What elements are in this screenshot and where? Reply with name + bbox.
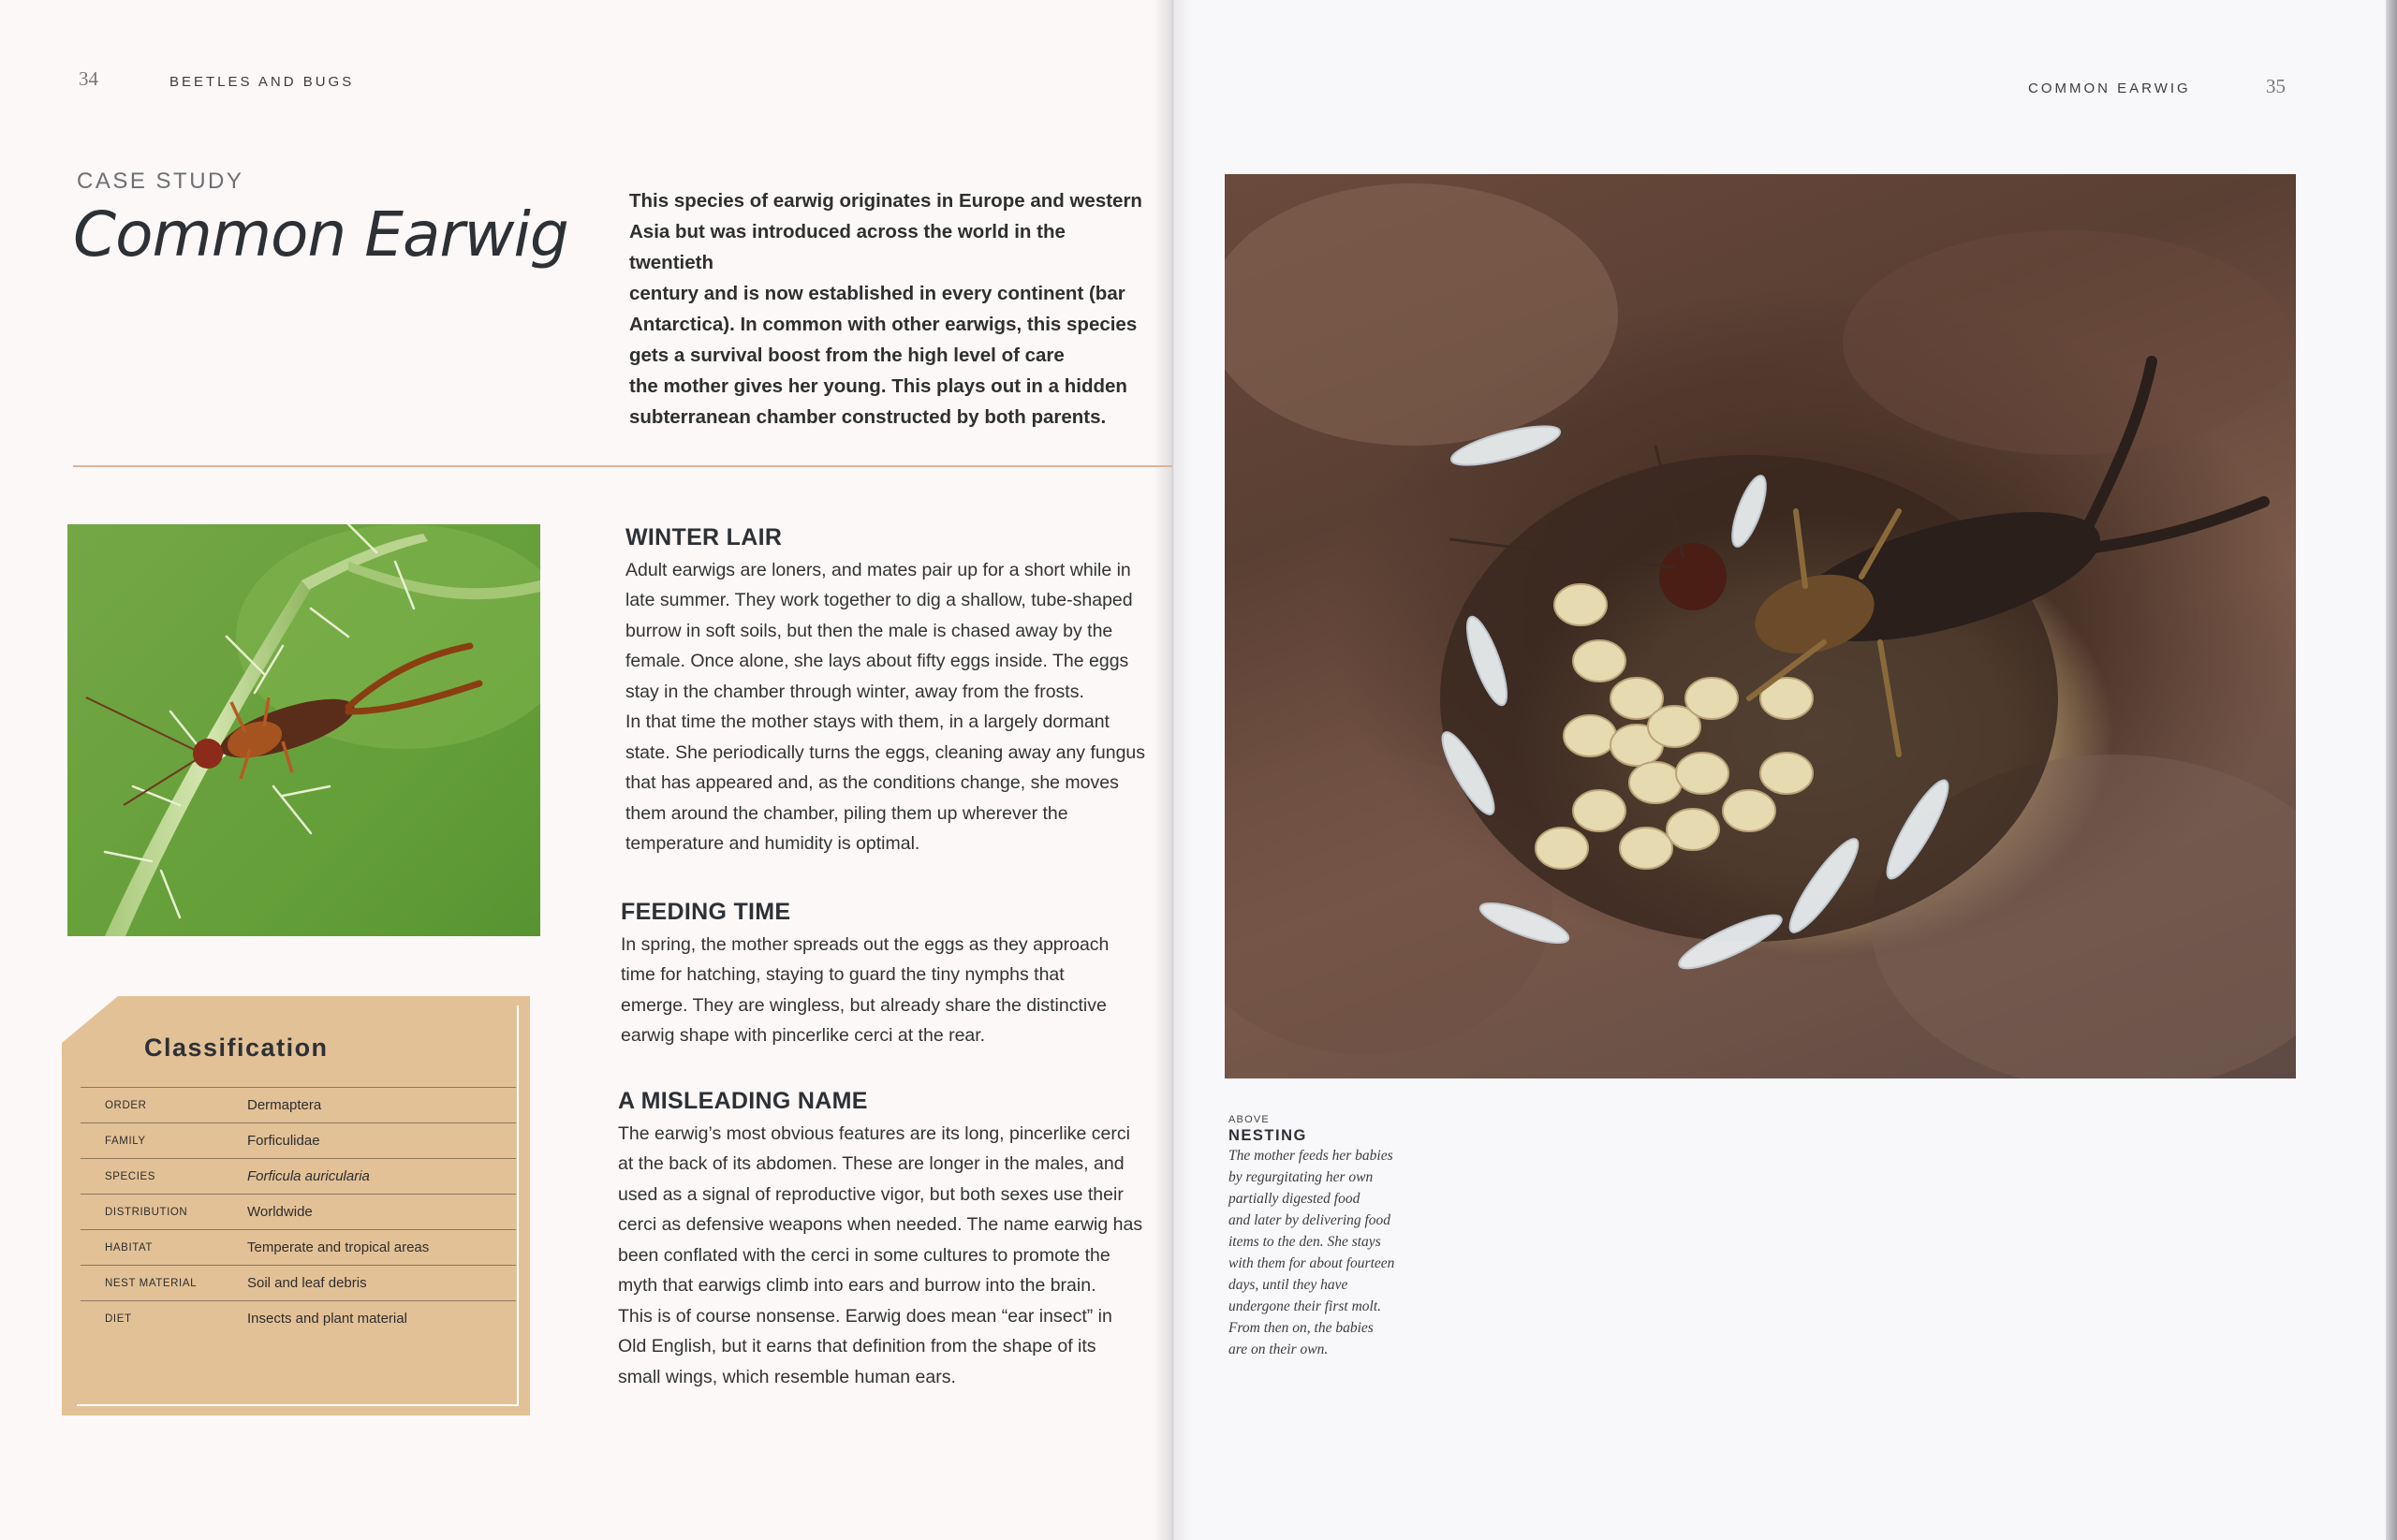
earwig-on-thistle-illustration xyxy=(67,524,540,936)
classification-row xyxy=(81,1159,516,1195)
section-heading: FEEDING TIME xyxy=(621,899,791,925)
page-title: Common Earwig xyxy=(73,198,568,271)
classification-key: ORDER xyxy=(81,1088,247,1123)
classification-value: Dermaptera xyxy=(247,1088,516,1123)
section-body: In spring, the mother spreads out the eggs as they approach time for hatching, staying to guard the tiny nymphs that emerge. They are wingless, but already share the distinctive earwig shape with pincerlike cerci at the rear. xyxy=(621,933,1110,1046)
classification-row xyxy=(81,1266,516,1301)
classification-key: DIET xyxy=(81,1301,247,1337)
classification-value: Worldwide xyxy=(247,1195,516,1230)
section-body: The earwig’s most obvious features are its long, pincerlike cerci at the back of its abdomen. These are longer in the males, and used as a signal of reproductive vigor, but both sexes use their cerci as defensive weapons when needed. The name earwig has been conflated with the cerci in some cultures to promote the myth that earwigs climb into ears and burrow into the brain. This is of course nonsense. Earwig does mean “ear insect” in Old English, but it earns that definition from the shape of its small wings, which resemble human ears. xyxy=(618,1122,1143,1387)
section-body: Adult earwigs are loners, and mates pair up for a short while in late summer. They work together to dig a shallow, tube-shaped burrow in soft soils, but then the male is chased away by the female. Once alone, she lays about fifty eggs inside. The eggs stay in the chamber through winter, away from the frosts. In that time the mother stays with them, in a largely dormant state. She periodically turns the eggs, cleaning away any fungus that has appeared and, as the conditions change, she moves them around the chamber, piling them up wherever the temperature and humidity is optimal. xyxy=(625,559,1146,854)
classification-row xyxy=(81,1123,516,1159)
page-number-right: 35 xyxy=(2266,75,2286,97)
classification-title: Classification xyxy=(144,1034,329,1062)
classification-key: DISTRIBUTION xyxy=(81,1195,247,1230)
classification-key: HABITAT xyxy=(81,1230,247,1266)
caption-heading: NESTING xyxy=(1228,1127,1307,1144)
classification-row xyxy=(81,1301,516,1337)
classification-value: Temperate and tropical areas xyxy=(247,1230,516,1266)
classification-value: Soil and leaf debris xyxy=(247,1266,516,1301)
section-winter-lair xyxy=(625,522,1159,859)
classification-row xyxy=(81,1088,516,1123)
divider-rule xyxy=(73,465,1172,467)
caption-position: ABOVE xyxy=(1228,1114,1270,1125)
photo-caption xyxy=(1228,1114,1434,1360)
page-edge xyxy=(2386,0,2397,1540)
intro-paragraph: This species of earwig originates in Europe and western Asia but was introduced across the world in the twentieth century and is now established in every continent (bar Antarctica). In common with other earwigs, this species gets a survival boost from the high level of care the mother gives her young. This plays out in a hidden subterranean chamber constructed by both parents. xyxy=(629,190,1142,428)
classification-table xyxy=(81,1087,516,1337)
classification-value: Forficula auricularia xyxy=(247,1159,516,1195)
running-head-left: BEETLES AND BUGS xyxy=(169,74,355,90)
section-heading: A MISLEADING NAME xyxy=(618,1088,868,1114)
classification-value: Insects and plant material xyxy=(247,1301,516,1337)
earwig-on-thistle-photo xyxy=(67,524,540,936)
earwig-nest-illustration xyxy=(1225,174,2296,1078)
gutter xyxy=(1154,0,1191,1540)
classification-row xyxy=(81,1230,516,1266)
case-study-kicker: CASE STUDY xyxy=(77,169,244,194)
classification-value: Forficulidae xyxy=(247,1123,516,1159)
page-number-left: 34 xyxy=(79,67,98,90)
section-feeding-time xyxy=(621,897,1154,1051)
caption-body: The mother feeds her babies by regurgitating her own partially digested food and later by delivering food items to the den. She stays with them for about fourteen days, until they have undergone their first molt. From then on, the babies are on their own. xyxy=(1228,1148,1395,1357)
classification-key: SPECIES xyxy=(81,1159,247,1195)
classification-key: NEST MATERIAL xyxy=(81,1266,247,1301)
section-heading: WINTER LAIR xyxy=(625,524,783,550)
classification-key: FAMILY xyxy=(81,1123,247,1159)
running-head-right: COMMON EARWIG xyxy=(2028,81,2191,96)
earwig-nest-photo xyxy=(1225,174,2296,1078)
section-misleading-name xyxy=(618,1086,1152,1392)
classification-row xyxy=(81,1195,516,1230)
